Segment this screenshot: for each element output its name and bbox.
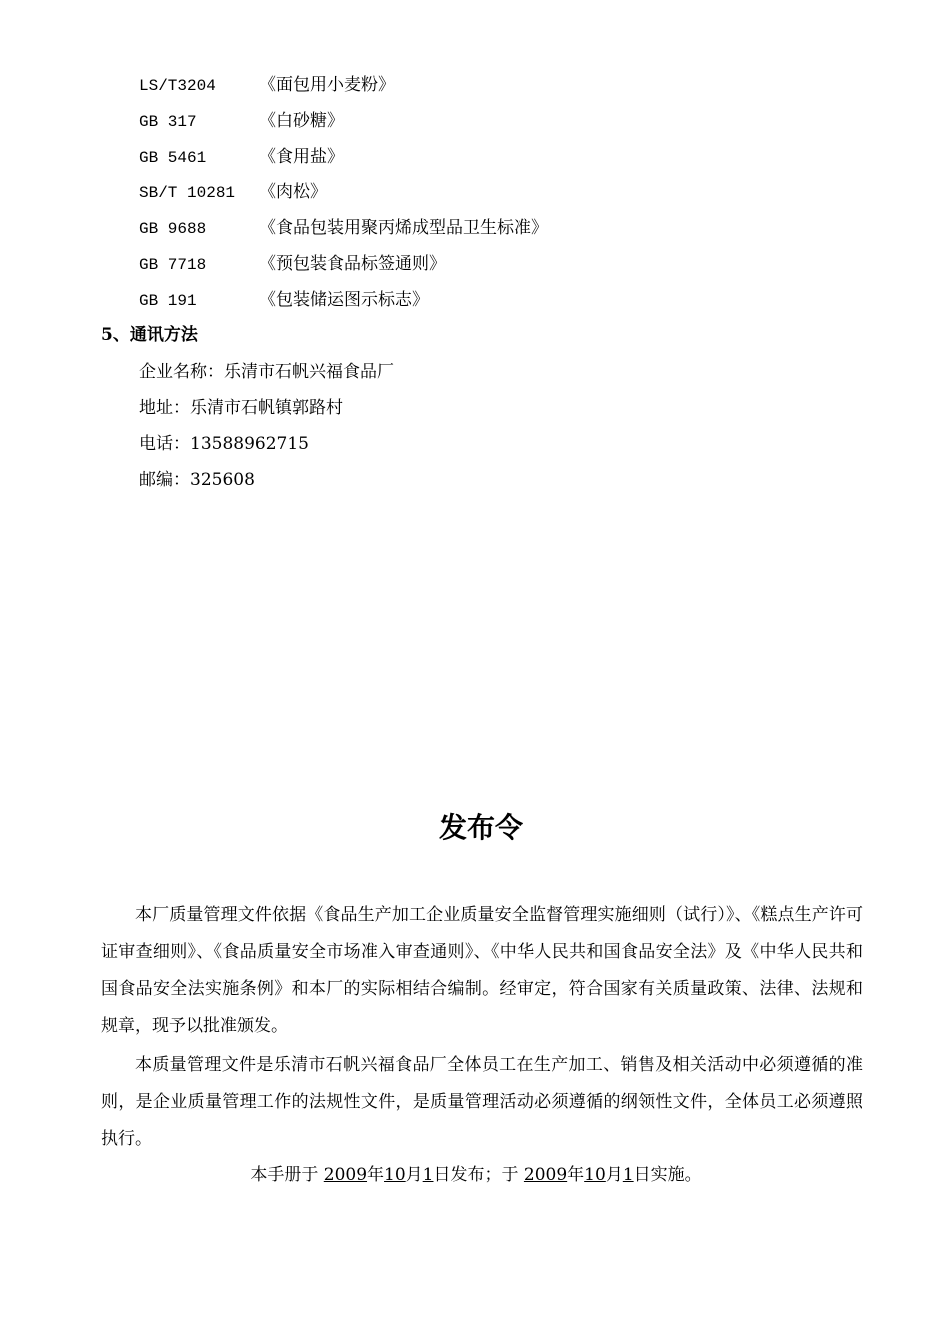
effective-day: 1 [622,1165,634,1185]
company-address: 地址：乐清市石帆镇郭路村 [139,398,343,418]
effective-suffix: 日实施。 [633,1165,702,1185]
standard-code: GB 317 [139,113,197,131]
issue-date-line [0,1157,950,1193]
standard-code: GB 5461 [139,149,207,167]
contact-heading: 5、通讯方法 [101,325,198,345]
year-char: 年 [367,1165,385,1185]
decree-title: 发布令 [438,811,523,844]
standard-item [139,246,446,282]
standard-name: 《白砂糖》 [259,111,344,131]
postcode-line [139,462,255,498]
effective-year: 2009 [523,1165,568,1185]
standard-item [139,67,395,103]
standard-code: LS/T3204 [139,77,216,95]
standard-code: GB 7718 [139,256,207,274]
year-char: 年 [567,1165,585,1185]
standard-name: 《食用盐》 [259,147,344,167]
postcode-label: 邮编： [139,470,190,490]
standard-item [139,139,344,175]
standard-name: 《肉松》 [259,182,327,202]
standard-name: 《预包装食品标签通则》 [259,254,446,274]
phone-line [139,426,309,462]
standard-item [139,210,548,246]
issue-suffix: 日发布；于 [433,1165,519,1185]
decree-paragraph-2: 本质量管理文件是乐清市石帆兴福食品厂全体员工在生产加工、销售及相关活动中必须遵循的准则，是企业质量管理工作的法规性文件，是质量管理活动必须遵循的纲领性文件，全体员工必须遵照执行。 [101,1055,863,1149]
company-name: 企业名称：乐清市石帆兴福食品厂 [139,362,394,382]
standard-code: SB/T 10281 [139,184,236,202]
month-char: 月 [605,1165,623,1185]
standard-name: 《包装储运图示标志》 [259,290,429,310]
effective-month: 10 [584,1165,606,1185]
decree-paragraph-1: 本厂质量管理文件依据《食品生产加工企业质量安全监督管理实施细则（试行）》、《糕点生产许可证审查细则》、《食品质量安全市场准入审查通则》、《中华人民共和国食品安全法》及《中华人民共和国食品安全法实施条例》和本厂的实际相结合编制。经审定，符合国家有关质量政策、法律、法规和规章，现予以批准颁发。 [101,905,863,1036]
postcode-value: 325608 [190,470,255,490]
standard-code: GB 191 [139,292,197,310]
phone-number: 13588962715 [190,434,309,454]
phone-label: 电话： [139,434,190,454]
standard-item [139,174,327,210]
issue-month: 10 [384,1165,406,1185]
standard-name: 《面包用小麦粉》 [259,75,395,95]
standard-code: GB 9688 [139,220,207,238]
issue-year: 2009 [323,1165,368,1185]
month-char: 月 [405,1165,423,1185]
standard-name: 《食品包装用聚丙烯成型品卫生标准》 [259,218,548,238]
date-prefix: 本手册于 [250,1165,319,1185]
standard-item [139,282,429,318]
issue-day: 1 [422,1165,434,1185]
standard-item [139,103,344,139]
